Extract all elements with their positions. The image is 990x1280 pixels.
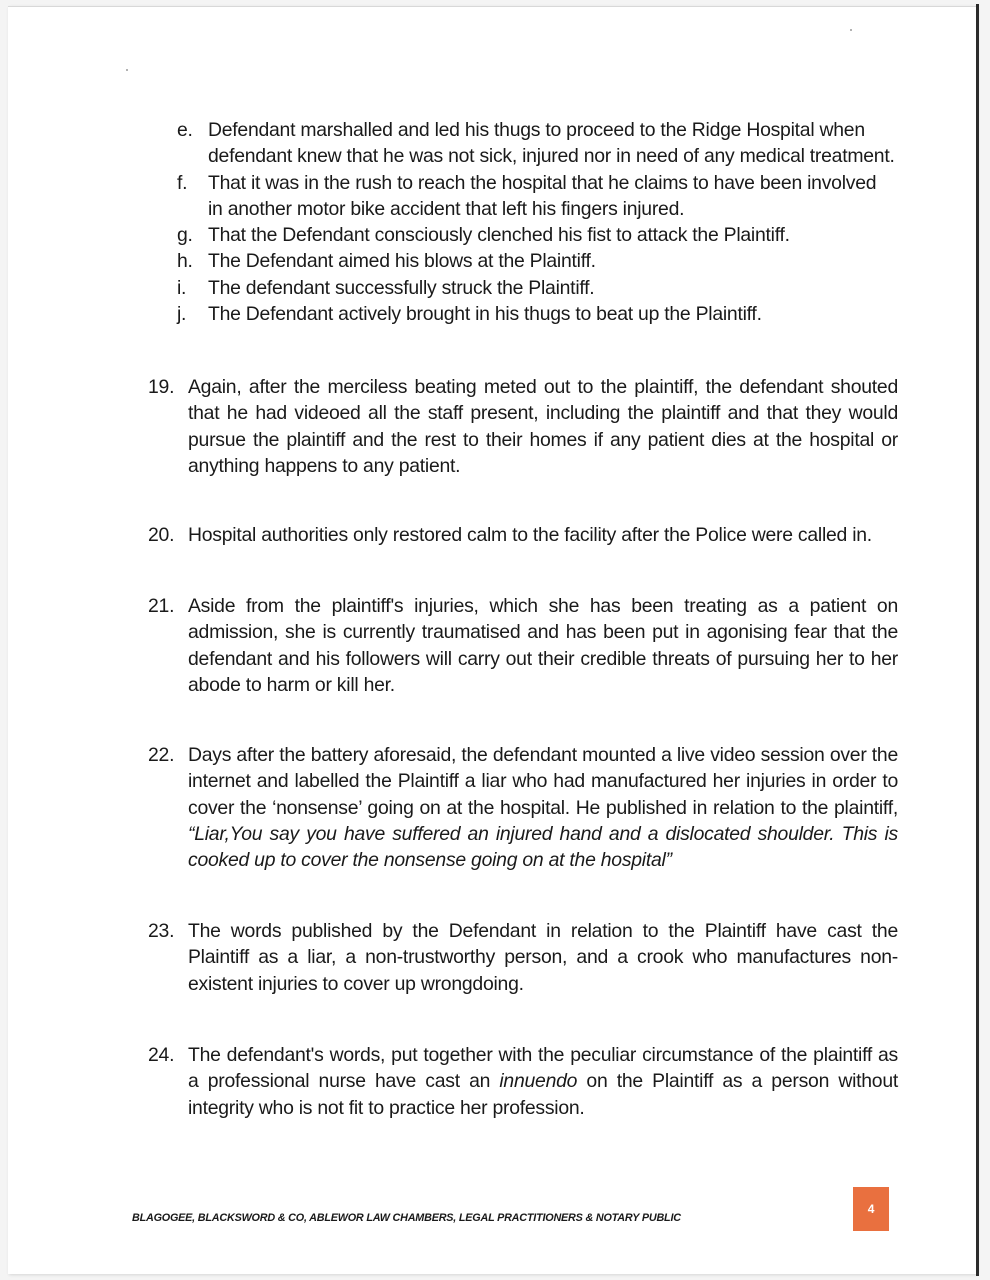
sub-item [173, 301, 895, 327]
paragraph-number: 24. [148, 1044, 175, 1066]
page-edge-shadow [976, 4, 979, 1276]
paragraph-number: 22. [148, 744, 175, 766]
sub-item-list [173, 117, 895, 327]
sub-item-letter: f. [177, 171, 188, 194]
sub-item-letter: j. [177, 303, 187, 326]
sub-item-letter: e. [177, 119, 193, 141]
sub-item-text: That the Defendant consciously clenched his fist to attack the Plaintiff. [208, 224, 790, 247]
scan-speck [850, 29, 852, 31]
sub-item [173, 222, 895, 248]
paragraph-24 [148, 1042, 898, 1121]
sub-item-letter: g. [177, 224, 193, 247]
paragraph-19 [148, 374, 898, 479]
sub-item [173, 275, 895, 301]
defamatory-quote: “Liar,You say you have suffered an injured hand and a dislocated shoulder. This is cooked up to cover the nonsense going on at the hospital” [188, 822, 898, 872]
sub-item [173, 170, 895, 223]
innuendo-term: innuendo [499, 1070, 578, 1093]
paragraph-22 [148, 742, 898, 873]
sub-item-letter: h. [177, 250, 193, 273]
scan-speck [126, 69, 128, 71]
paragraph-number: 19. [148, 376, 175, 398]
paragraph-text: Hospital authorities only restored calm to the facility after the Police were called in. [188, 524, 872, 546]
paragraph-number: 20. [148, 524, 175, 546]
paragraph-text [188, 1042, 898, 1121]
document-page [8, 6, 976, 1274]
paragraph-20 [148, 522, 898, 548]
paragraph-23 [148, 918, 898, 997]
sub-item-text: Defendant marshalled and led his thugs to proceed to the Ridge Hospital when defendant knew that he was not sick, injured nor in need of any medical treatment. [208, 119, 895, 168]
paragraph-number: 21. [148, 595, 175, 617]
paragraph-21 [148, 593, 898, 698]
paragraph-text: The words published by the Defendant in relation to the Plaintiff have cast the Plaintiff as a liar, a non-trustworthy person, and a crook who manufactures non-existent injuries to cover up wrongdoing. [188, 920, 898, 995]
footer-firm-name: BLAGOGEE, BLACKSWORD & CO, ABLEWOR LAW CHAMBERS, LEGAL PRACTITIONERS & NOTARY PUBLIC [132, 1212, 681, 1224]
paragraph-text-after: on the Plaintiff as a person without integrity who is not fit to practice her profession. [188, 1070, 899, 1119]
sub-item [173, 117, 895, 170]
paragraph-text: Again, after the merciless beating meted out to the plaintiff, the defendant shouted that he had videoed all the staff present, including the plaintiff and that they would pursue the plaintiff and the rest to their homes if any patient dies at the hospital or anything happens to any patient. [188, 376, 898, 477]
paragraph-text-before: The defendant's words, put together with the peculiar circumstance of the plaintiff as a professional nurse have cast an [188, 1044, 898, 1093]
paragraph-main-text: Days after the battery aforesaid, the defendant mounted a live video session over the internet and labelled the Plaintiff a liar who had manufactured her injuries in order to cover the ‘nonsense’ going on at the hospital. He published in relation to the plaintiff, [188, 744, 898, 819]
sub-item-text: The Defendant aimed his blows at the Plaintiff. [208, 250, 596, 273]
sub-item-text: That it was in the rush to reach the hospital that he claims to have been involved in another motor bike accident that left his fingers injured. [208, 171, 877, 220]
sub-item-text: The Defendant actively brought in his thugs to beat up the Plaintiff. [208, 303, 762, 326]
page-number-badge: 4 [853, 1187, 889, 1231]
sub-item [173, 248, 895, 274]
paragraph-text: Aside from the plaintiff's injuries, which she has been treating as a patient on admission, she is currently traumatised and has been put in agonising fear that the defendant and his followers will carry out their credible threats of pursuing her to her abode to harm or kill her. [188, 595, 898, 696]
sub-item-text: The defendant successfully struck the Plaintiff. [208, 276, 595, 299]
sub-item-letter: i. [177, 276, 187, 299]
paragraph-text [188, 742, 898, 873]
paragraph-number: 23. [148, 920, 175, 942]
